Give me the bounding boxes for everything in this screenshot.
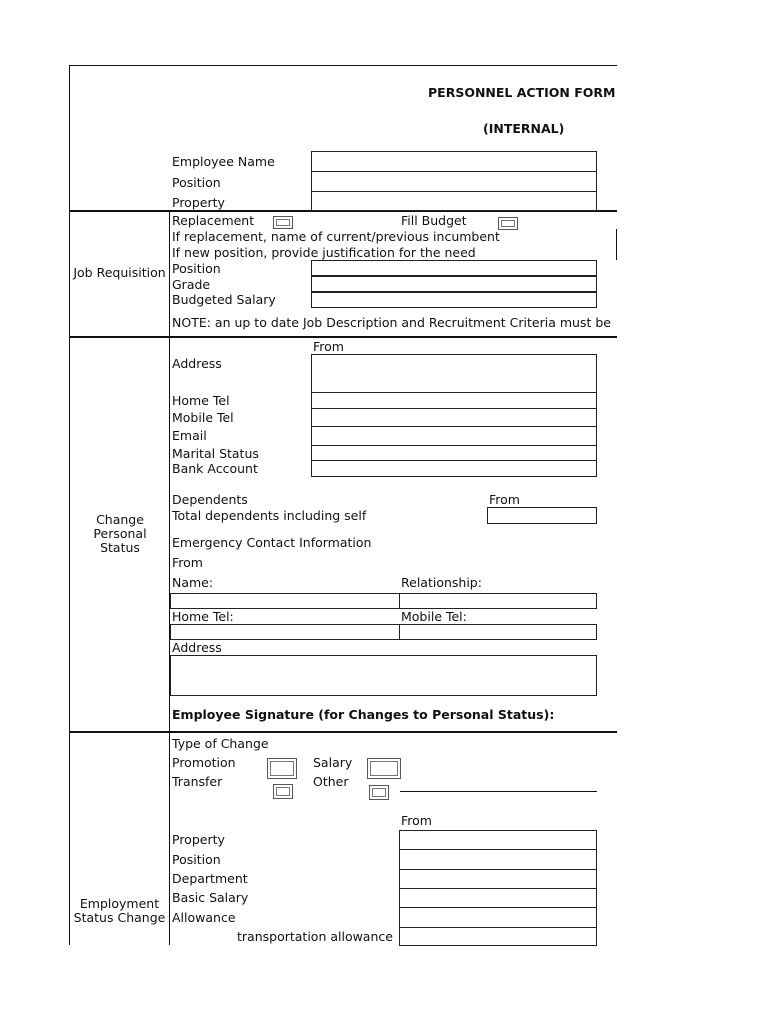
allowance-label: Allowance [172,910,236,925]
personal-status-section-label: Change Personal Status [93,512,147,555]
ec-address-field[interactable] [170,655,597,696]
email-label: Email [172,428,207,443]
transportation-allowance-field[interactable] [399,927,597,946]
total-dependents-field[interactable] [487,507,597,524]
promotion-checkbox[interactable] [267,758,297,779]
form-subtitle: (INTERNAL) [483,121,565,136]
address-label: Address [172,356,222,371]
fill-budget-checkbox[interactable] [498,217,518,230]
employee-name-label: Employee Name [172,154,275,169]
job-requisition-section-label: Job Requisition [73,265,166,280]
type-of-change-label: Type of Change [172,736,269,751]
other-specify-line[interactable] [400,791,597,792]
total-dependents-label: Total dependents including self [172,508,367,523]
allowance-field[interactable] [399,907,597,928]
section-divider-2 [69,336,617,338]
property-field[interactable] [311,191,597,211]
department-field[interactable] [399,869,597,889]
grade-field[interactable] [311,276,597,292]
transfer-label: Transfer [172,774,223,789]
dependents-from-label: From [489,492,520,507]
salary-change-label: Salary [313,755,353,770]
es-position-label: Position [172,852,221,867]
transfer-checkbox[interactable] [273,784,293,799]
ec-home-tel-label: Home Tel: [172,609,234,624]
address-field[interactable] [311,354,597,393]
ec-home-tel-field[interactable] [170,624,400,640]
replacement-checkbox[interactable] [273,216,293,229]
ec-name-label: Name: [172,575,214,590]
transportation-allowance-label: transportation allowance [237,929,393,944]
bank-account-label: Bank Account [172,461,258,476]
form-title: PERSONNEL ACTION FORM [428,85,616,100]
jr-position-field[interactable] [311,260,597,276]
employee-name-field[interactable] [311,151,597,172]
employment-from-label: From [401,813,432,828]
budgeted-salary-label: Budgeted Salary [172,292,276,307]
dependents-label: Dependents [172,492,248,507]
property-label: Property [172,195,225,210]
ec-relationship-label: Relationship: [401,575,482,590]
job-requisition-note: NOTE: an up to date Job Description and Recruitment Criteria must be [172,315,611,330]
incumbent-label: If replacement, name of current/previous incumbent [172,229,500,244]
ec-address-label: Address [172,640,222,655]
home-tel-field[interactable] [311,392,597,409]
justification-label: If new position, provide justification for the need [172,245,476,260]
department-label: Department [172,871,248,886]
basic-salary-label: Basic Salary [172,890,249,905]
position-label: Position [172,175,221,190]
marital-status-field[interactable] [311,445,597,461]
home-tel-label: Home Tel [172,393,230,408]
mobile-tel-label: Mobile Tel [172,410,234,425]
es-position-field[interactable] [399,849,597,870]
budgeted-salary-field[interactable] [311,292,597,308]
label-column-divider [169,212,170,945]
es-property-label: Property [172,832,225,847]
personal-from-label: From [313,339,344,354]
employee-signature-label: Employee Signature (for Changes to Personal Status): [172,707,555,722]
other-label: Other [313,774,349,789]
promotion-label: Promotion [172,755,236,770]
emergency-from-label: From [172,555,203,570]
ec-mobile-tel-label: Mobile Tel: [401,609,467,624]
incumbent-field-edge [616,229,617,260]
other-checkbox[interactable] [369,785,389,800]
employment-section-label: Employment Status Change [73,896,166,925]
salary-checkbox[interactable] [367,758,401,779]
ec-name-field[interactable] [170,593,400,609]
fill-budget-label: Fill Budget [401,213,467,228]
bank-account-field[interactable] [311,460,597,477]
position-field[interactable] [311,171,597,192]
section-divider-3 [69,731,617,733]
ec-relationship-field[interactable] [399,593,597,609]
emergency-contact-label: Emergency Contact Information [172,535,372,550]
es-property-field[interactable] [399,830,597,850]
replacement-label: Replacement [172,213,255,228]
marital-status-label: Marital Status [172,446,259,461]
mobile-tel-field[interactable] [311,408,597,427]
form-top-border [69,65,617,66]
ec-mobile-tel-field[interactable] [399,624,597,640]
jr-position-label: Position [172,261,221,276]
form-left-border [69,65,70,945]
email-field[interactable] [311,426,597,446]
basic-salary-field[interactable] [399,888,597,908]
grade-label: Grade [172,277,211,292]
